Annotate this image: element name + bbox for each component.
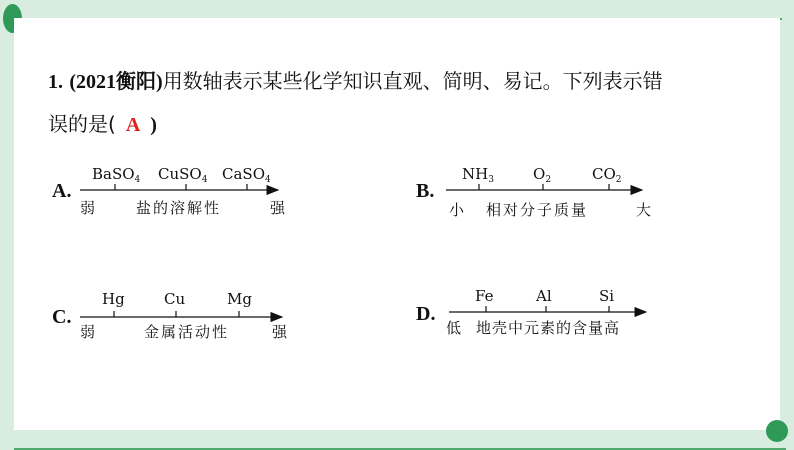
option-a-center-label: 盐的溶解性: [136, 199, 222, 217]
question-source: (2021衡阳): [69, 71, 163, 93]
option-a-right-label: 强: [270, 199, 286, 217]
option-b-center-label: 相对分子质量: [486, 201, 589, 219]
close-paren: ): [150, 114, 157, 136]
option-b-tick-3-label: $CO_2$: [592, 165, 622, 185]
option-c-tick-1-label: Hg: [102, 290, 125, 308]
option-c-tick-3-label: Mg: [227, 290, 252, 308]
option-d-letter: D.: [416, 303, 436, 325]
option-a-left-label: 弱: [80, 199, 96, 217]
option-d-tick-2-label: Al: [536, 287, 552, 305]
question-stem: 用数轴表示某些化学知识直观、简明、易记。下列表示错: [162, 69, 663, 93]
option-a-letter: A.: [52, 180, 72, 202]
option-c-tick-2-label: Cu: [164, 290, 186, 308]
option-d-tick-1-label: Fe: [475, 287, 494, 305]
option-c-left-label: 弱: [80, 323, 96, 341]
option-a-tick-2-label: CuSO$_4$: [158, 165, 208, 185]
question-number: 1.: [48, 71, 63, 93]
option-d-tick-3-label: Si: [599, 287, 615, 305]
question-stem-end: 误的是(: [48, 112, 116, 136]
option-b-right-label: 大: [636, 201, 652, 219]
option-c-letter: C.: [52, 306, 72, 328]
option-c-center-label: 金属活动性: [144, 323, 230, 341]
option-b-letter: B.: [416, 180, 435, 202]
option-b-tick-1-label: $NH_3$: [462, 165, 494, 185]
option-d-left-label: 低: [446, 319, 462, 337]
option-b-tick-2-label: $O_2$: [533, 165, 552, 185]
option-b-left-label: 小: [449, 201, 465, 219]
answer-letter: A: [125, 114, 141, 136]
option-c-right-label: 强: [272, 323, 288, 341]
option-a-tick-1-label: BaSO$_4$: [92, 165, 141, 185]
option-a-tick-3-label: CaSO$_4$: [222, 165, 271, 185]
option-d-center-label: 地壳中元素的含量高: [476, 319, 621, 337]
